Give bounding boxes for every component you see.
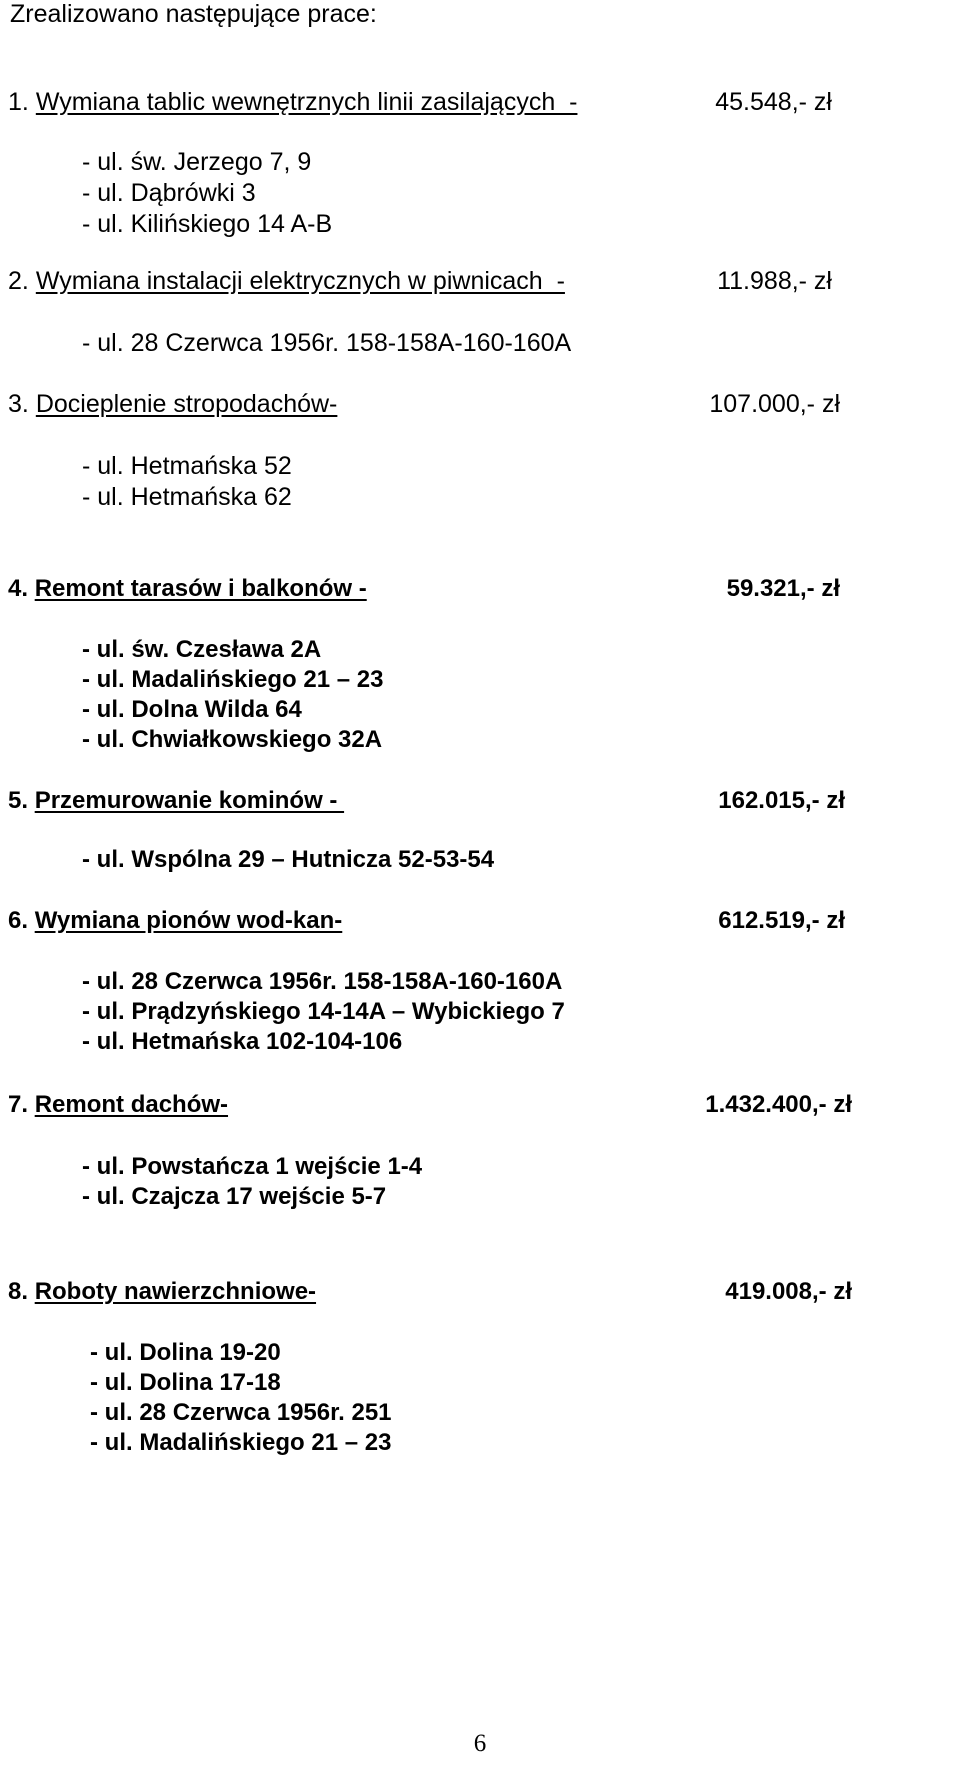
work-item-title-line <box>8 907 342 935</box>
address-line: - ul. Hetmańska 62 <box>82 483 292 511</box>
address-line: - ul. św. Czesława 2A <box>82 636 322 663</box>
address-line: - ul. Kilińskiego 14 A-B <box>82 210 333 238</box>
item-number: 3. <box>8 390 29 418</box>
item-amount: 11.988,- zł <box>717 267 832 295</box>
address-line: - ul. Dolna Wilda 64 <box>82 696 302 723</box>
item-title: Wymiana instalacji elektrycznych w piwnicach - <box>35 267 565 295</box>
item-title: Remont tarasów i balkonów - <box>34 575 367 602</box>
address-line: - ul. 28 Czerwca 1956r. 158-158A-160-160A <box>82 968 563 995</box>
work-item-title-line <box>8 390 337 419</box>
work-item-title-line <box>8 1278 316 1306</box>
page-heading: Zrealizowano następujące prace: <box>10 0 377 28</box>
item-amount: 45.548,- zł <box>715 88 832 116</box>
item-amount: 162.015,- zł <box>718 787 845 814</box>
address-line: - ul. Prądzyńskiego 14-14A – Wybickiego 7 <box>82 998 565 1025</box>
item-number: 1. <box>8 88 29 116</box>
item-amount: 1.432.400,- zł <box>705 1091 852 1118</box>
address-line: - ul. 28 Czerwca 1956r. 158-158A-160-160A <box>82 329 572 357</box>
item-number: 7. <box>8 1091 29 1118</box>
item-amount: 419.008,- zł <box>725 1278 852 1305</box>
item-number: 4. <box>8 575 29 602</box>
item-number: 5. <box>8 787 29 814</box>
item-amount: 612.519,- zł <box>718 907 845 934</box>
item-amount: 107.000,- zł <box>709 390 840 418</box>
address-line: - ul. Dolina 17-18 <box>90 1369 281 1396</box>
item-title: Wymiana pionów wod-kan- <box>34 907 343 934</box>
address-line: - ul. Powstańcza 1 wejście 1-4 <box>82 1153 423 1180</box>
address-line: - ul. 28 Czerwca 1956r. 251 <box>90 1399 392 1426</box>
address-line: - ul. Dąbrówki 3 <box>82 179 256 207</box>
item-number: 8. <box>8 1278 29 1305</box>
work-item-title-line <box>8 267 565 296</box>
address-line: - ul. Wspólna 29 – Hutnicza 52-53-54 <box>82 846 495 873</box>
address-line: - ul. Czajcza 17 wejście 5-7 <box>82 1183 387 1210</box>
item-title: Roboty nawierzchniowe- <box>34 1278 317 1305</box>
address-line: - ul. św. Jerzego 7, 9 <box>82 148 312 176</box>
address-line: - ul. Hetmańska 102-104-106 <box>82 1028 403 1055</box>
address-line: - ul. Madalińskiego 21 – 23 <box>90 1429 392 1456</box>
item-title: Docieplenie stropodachów- <box>35 390 338 418</box>
work-item-title-line <box>8 575 367 603</box>
item-title: Remont dachów- <box>34 1091 229 1118</box>
item-amount: 59.321,- zł <box>726 575 840 602</box>
address-line: - ul. Dolina 19-20 <box>90 1339 281 1366</box>
item-number: 6. <box>8 907 29 934</box>
address-line: - ul. Chwiałkowskiego 32A <box>82 726 383 753</box>
item-number: 2. <box>8 267 29 295</box>
item-title: Wymiana tablic wewnętrznych linii zasilających - <box>35 88 578 116</box>
work-item-title-line <box>8 787 344 815</box>
item-title: Przemurowanie kominów - <box>34 787 345 814</box>
address-line: - ul. Hetmańska 52 <box>82 452 292 480</box>
page-number: 6 <box>473 1730 487 1757</box>
address-line: - ul. Madalińskiego 21 – 23 <box>82 666 384 693</box>
work-item-title-line <box>8 1091 228 1119</box>
work-item-title-line <box>8 88 577 117</box>
